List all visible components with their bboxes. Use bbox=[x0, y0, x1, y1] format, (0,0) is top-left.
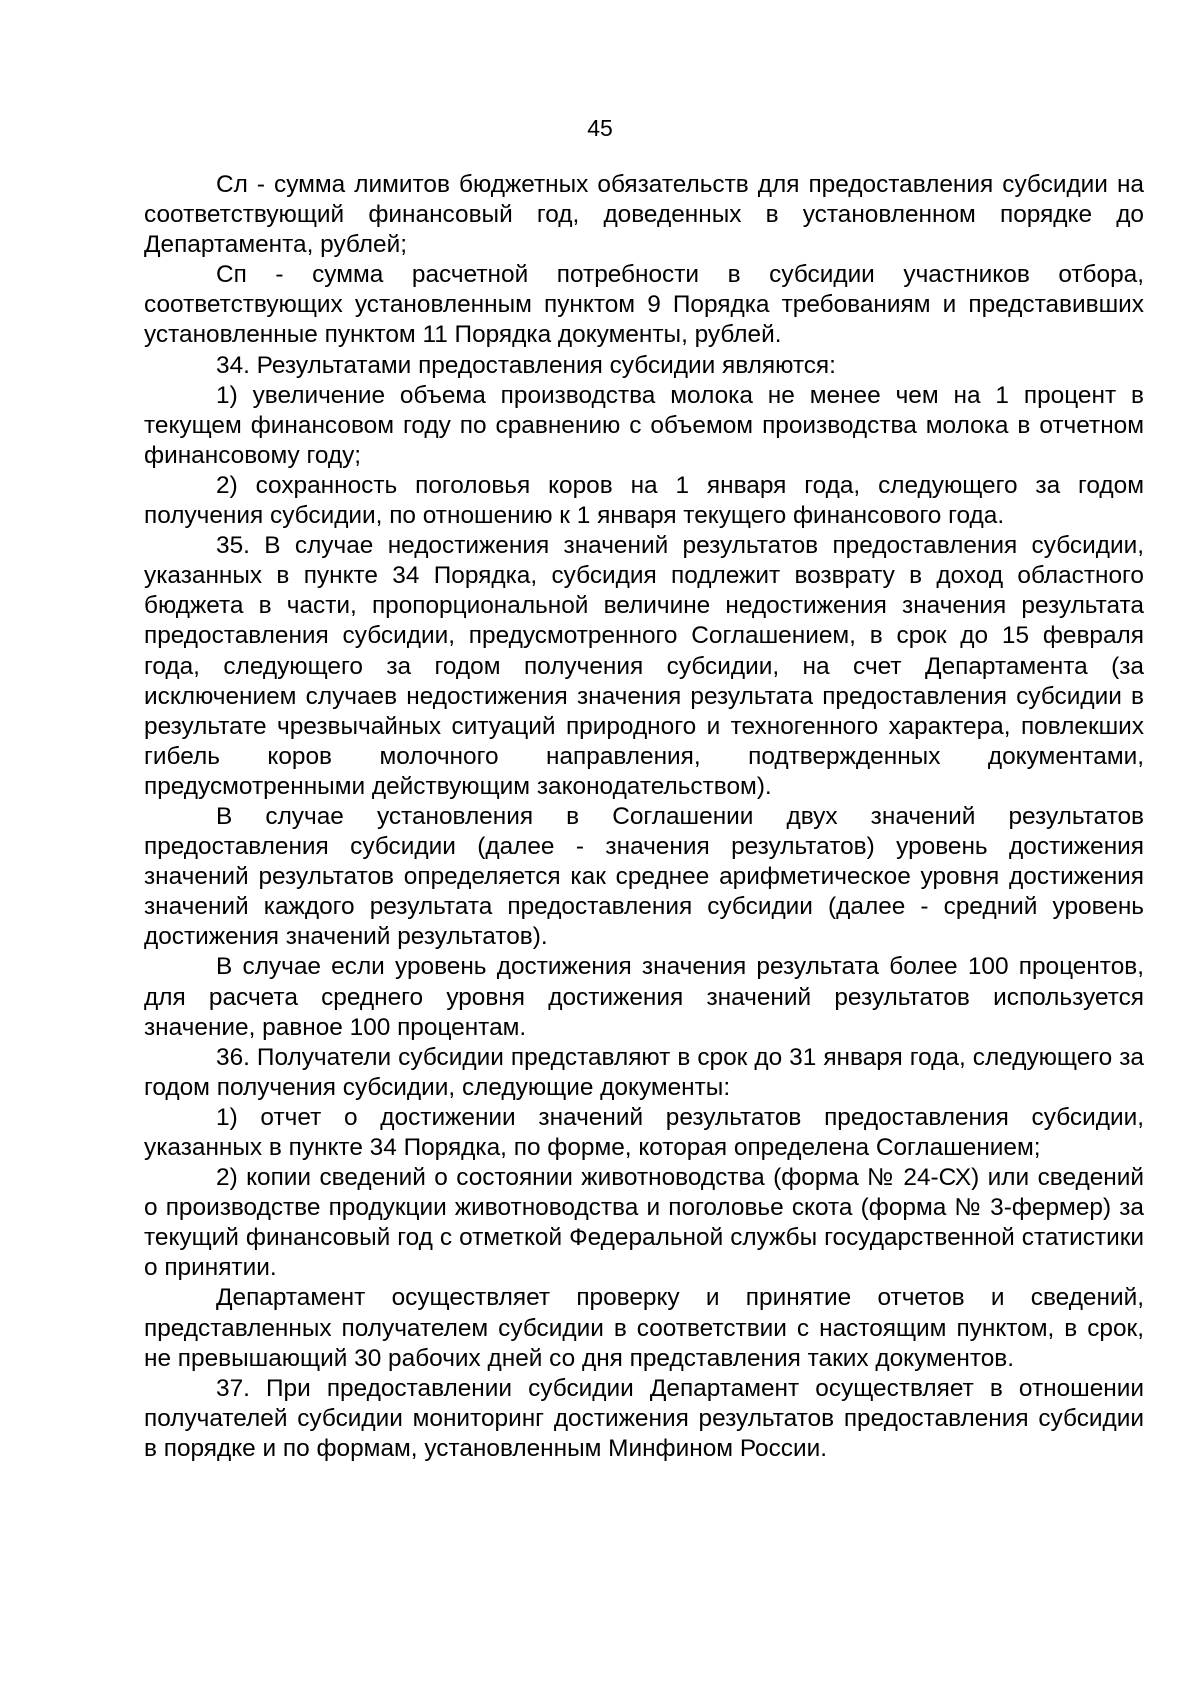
page-number: 45 bbox=[587, 115, 613, 141]
paragraph-item-37: 37. При предоставлении субсидии Департамент осуществляет в отношении получателей субсидии мониторинг достижения результатов предоставления субсидии в порядке и по формам, установленным Минфином России. bbox=[144, 1374, 1144, 1462]
paragraph-item-36-2: 2) копии сведений о состоянии животноводства (форма № 24-СХ) или сведений о производстве продукции животноводства и поголовье скота (форма № 3-фермер) за текущий финансовый год с отметкой Федеральной службы государственной статистики о принятии. bbox=[144, 1164, 1144, 1282]
paragraph-item-36-1: 1) отчет о достижении значений результатов предоставления субсидии, указанных в пункте 34 Порядка, по форме, которая определена Соглашением; bbox=[144, 1103, 1144, 1161]
document-body bbox=[144, 170, 1144, 1464]
paragraph-over-100-percent: В случае если уровень достижения значения результата более 100 процентов, для расчета среднего уровня достижения значений результатов используется значение, равное 100 процентам. bbox=[144, 953, 1144, 1041]
paragraph-limit-sum-definition: Сл - сумма лимитов бюджетных обязательств для предоставления субсидии на соответствующий финансовый год, доведенных в установленном порядке до Департамента, рублей; bbox=[144, 171, 1144, 259]
paragraph-two-results: В случае установления в Соглашении двух значений результатов предоставления субсидии (далее - значения результатов) уровень достижения значений результатов определяется как среднее арифметическое уровня достижения значений каждого результата предоставления субсидии (далее - средний уровень достижения значений результатов). bbox=[144, 802, 1144, 951]
paragraph-item-34-2: 2) сохранность поголовья коров на 1 января года, следующего за годом получения субсидии, по отношению к 1 января текущего финансового года. bbox=[144, 471, 1144, 530]
paragraph-item-34-1: 1) увеличение объема производства молока не менее чем на 1 процент в текущем финансовом году по сравнению с объемом производства молока в отчетном финансовому году; bbox=[144, 381, 1144, 469]
paragraph-item-36: 36. Получатели субсидии представляют в срок до 31 января года, следующего за годом получения субсидии, следующие документы: bbox=[144, 1043, 1144, 1101]
paragraph-department-check: Департамент осуществляет проверку и принятие отчетов и сведений, представленных получателем субсидии в соответствии с настоящим пунктом, в срок, не превышающий 30 рабочих дней со дня представления таких документов. bbox=[144, 1284, 1144, 1372]
paragraph-item-34: 34. Результатами предоставления субсидии являются: bbox=[216, 351, 836, 379]
paragraph-item-35: 35. В случае недостижения значений результатов предоставления субсидии, указанных в пункте 34 Порядка, субсидия подлежит возврату в доход областного бюджета в части, пропорциональной величине недостижения значения результата предоставления субсидии, предусмотренного Соглашением, в срок до 15 февраля года, следующего за годом получения субсидии, на счет Департамента (за исключением случаев недостижения значения результата предоставления субсидии в результате чрезвычайных ситуаций природного и техногенного характера, повлекших гибель коров молочного направления, подтвержденных документами, предусмотренными действующим законодательством). bbox=[144, 532, 1144, 800]
paragraph-demand-sum-definition: Сп - сумма расчетной потребности в субсидии участников отбора, соответствующих установленным пунктом 9 Порядка требованиям и представивших установленные пунктом 11 Порядка документы, рублей. bbox=[144, 261, 1144, 349]
